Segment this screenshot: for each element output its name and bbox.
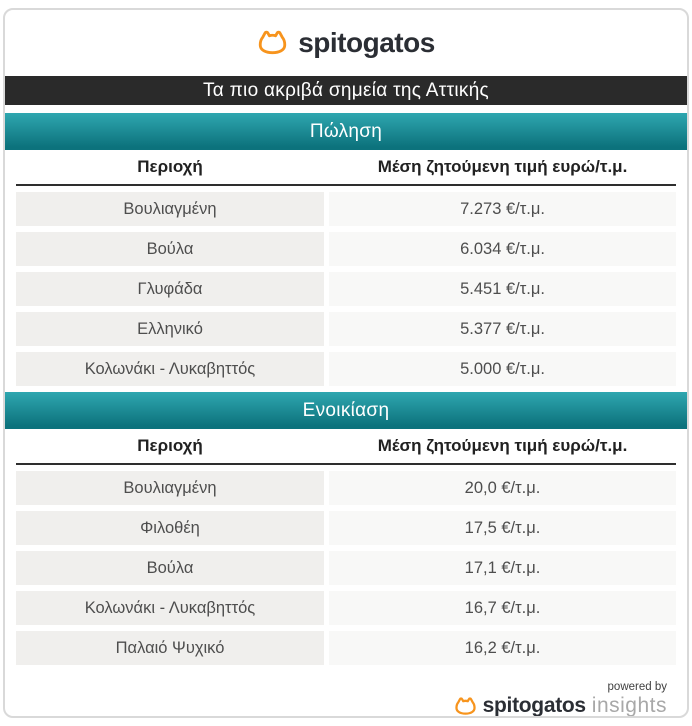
section-header-bar — [5, 113, 687, 150]
table-row — [16, 471, 676, 505]
tables-container — [5, 113, 687, 671]
table-row — [16, 272, 676, 306]
area-cell: Ελληνικό — [16, 312, 324, 346]
spitogatos-cat-icon — [257, 30, 288, 56]
price-cell: 5.377 €/τ.μ. — [329, 312, 676, 346]
area-cell: Παλαιό Ψυχικό — [16, 631, 324, 665]
infographic-card — [3, 8, 689, 718]
brand-wordmark: spitogatos — [298, 27, 435, 58]
price-cell: 7.273 €/τ.μ. — [329, 192, 676, 226]
section-title: Ενοικίαση — [302, 399, 390, 421]
table-rows — [16, 192, 676, 392]
price-cell: 16,7 €/τ.μ. — [329, 591, 676, 625]
price-cell: 17,5 €/τ.μ. — [329, 511, 676, 545]
price-cell: 17,1 €/τ.μ. — [329, 551, 676, 585]
area-cell: Βούλα — [16, 232, 324, 266]
table-row — [16, 631, 676, 665]
column-headers — [16, 150, 676, 186]
table-row — [16, 192, 676, 226]
price-cell: 20,0 €/τ.μ. — [329, 471, 676, 505]
spitogatos-cat-icon — [454, 697, 477, 716]
area-cell: Κολωνάκι - Λυκαβηττός — [16, 591, 324, 625]
footer-brand-wordmark: spitogatos — [482, 694, 586, 717]
area-cell: Κολωνάκι - Λυκαβηττός — [16, 352, 324, 386]
column-header-area: Περιοχή — [137, 436, 203, 455]
price-cell: 6.034 €/τ.μ. — [329, 232, 676, 266]
footer-insights-label: insights — [591, 694, 667, 717]
price-cell: 5.451 €/τ.μ. — [329, 272, 676, 306]
area-cell: Βουλιαγμένη — [16, 471, 324, 505]
area-cell: Βούλα — [16, 551, 324, 585]
footer-logo — [454, 694, 667, 718]
table-row — [16, 551, 676, 585]
column-header-price: Μέση ζητούμενη τιμή ευρώ/τ.μ. — [377, 157, 628, 176]
area-cell: Φιλοθέη — [16, 511, 324, 545]
price-cell: 5.000 €/τ.μ. — [329, 352, 676, 386]
header — [5, 10, 687, 76]
table-rows — [16, 471, 676, 671]
column-header-price: Μέση ζητούμενη τιμή ευρώ/τ.μ. — [377, 436, 628, 455]
section-header-bar — [5, 392, 687, 429]
table-row — [16, 312, 676, 346]
table-row — [16, 232, 676, 266]
page-title-bar — [5, 76, 687, 105]
price-table-section — [5, 392, 687, 671]
section-title: Πώληση — [309, 120, 383, 142]
price-cell: 16,2 €/τ.μ. — [329, 631, 676, 665]
powered-by-label: powered by — [607, 681, 667, 693]
price-table-section — [5, 113, 687, 392]
area-cell: Γλυφάδα — [16, 272, 324, 306]
footer — [5, 681, 687, 718]
table-row — [16, 352, 676, 386]
area-cell: Βουλιαγμένη — [16, 192, 324, 226]
page-title: Τα πιο ακριβά σημεία της Αττικής — [202, 79, 490, 101]
table-row — [16, 591, 676, 625]
table-row — [16, 511, 676, 545]
column-header-area: Περιοχή — [137, 157, 203, 176]
column-headers — [16, 429, 676, 465]
